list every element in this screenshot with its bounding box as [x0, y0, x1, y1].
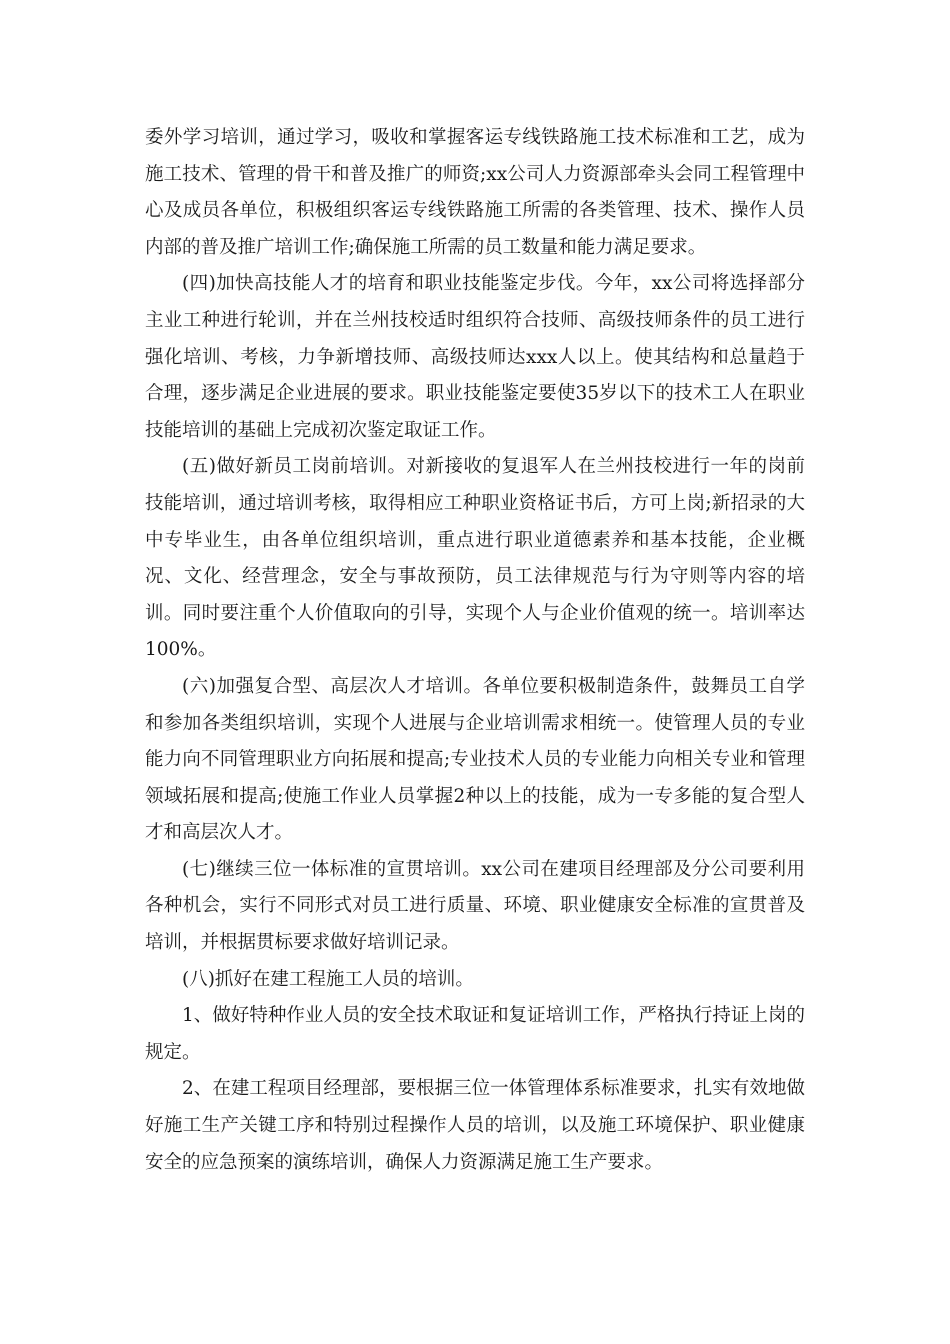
paragraph-1: 委外学习培训，通过学习，吸收和掌握客运专线铁路施工技术标准和工艺，成为施工技术、管理的骨干和普及推广的师资;xx公司人力资源部牵头会同工程管理中心及成员各单位，积极组织客运专线铁路施工所需的各类管理、技术、操作人员内部的普及推广培训工作;确保施工所需的员工数量和能力满足要求。: [145, 127, 805, 258]
paragraph-4: (六)加强复合型、高层次人才培训。各单位要积极制造条件，鼓舞员工自学和参加各类组织培训，实现个人进展与企业培训需求相统一。使管理人员的专业能力向不同管理职业方向拓展和提高;专业技术人员的专业能力向相关专业和管理领域拓展和提高;使施工作业人员掌握2种以上的技能，成为一专多能的复合型人才和高层次人才。: [145, 675, 805, 844]
paragraph-3: (五)做好新员工岗前培训。对新接收的复退军人在兰州技校进行一年的岗前技能培训，通过培训考核，取得相应工种职业资格证书后，方可上岗;新招录的大中专毕业生，由各单位组织培训，重点进行职业道德素养和基本技能，企业概况、文化、经营理念，安全与事故预防，员工法律规范与行为守则等内容的培训。同时要注重个人价值取向的引导，实现个人与企业价值观的统一。培训率达100%。: [145, 456, 805, 661]
paragraph-5: (七)继续三位一体标准的宣贯培训。xx公司在建项目经理部及分公司要利用各种机会，实行不同形式对员工进行质量、环境、职业健康安全标准的宣贯普及培训，并根据贯标要求做好培训记录。: [145, 858, 805, 954]
paragraph-6: (八)抓好在建工程施工人员的培训。: [182, 968, 474, 990]
paragraph-2: (四)加快高技能人才的培育和职业技能鉴定步伐。今年，xx公司将选择部分主业工种进行轮训，并在兰州技校适时组织符合技师、高级技师条件的员工进行强化培训、考核，力争新增技师、高级技师达xxx人以上。使其结构和总量趋于合理，逐步满足企业进展的要求。职业技能鉴定要使35岁以下的技术工人在职业技能培训的基础上完成初次鉴定取证工作。: [145, 273, 805, 441]
paragraph-7: 1、做好特种作业人员的安全技术取证和复证培训工作，严格执行持证上岗的规定。: [145, 1005, 805, 1063]
document-body: [145, 120, 805, 1181]
paragraph-8: 2、在建工程项目经理部，要根据三位一体管理体系标准要求，扎实有效地做好施工生产关键工序和特别过程操作人员的培训，以及施工环境保护、职业健康安全的应急预案的演练培训，确保人力资源满足施工生产要求。: [145, 1078, 805, 1173]
